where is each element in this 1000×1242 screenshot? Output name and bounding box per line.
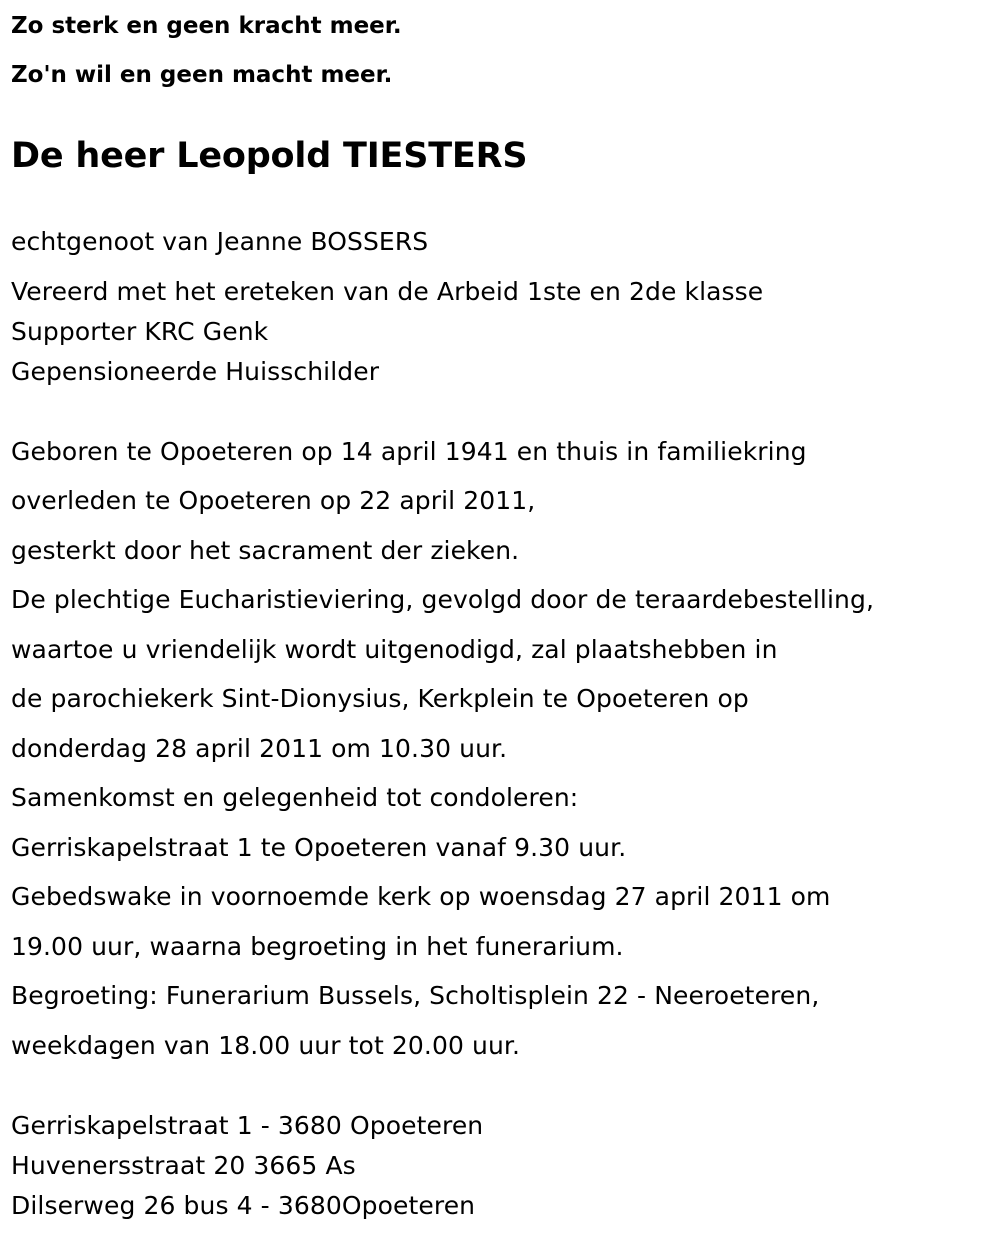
announcement-line: weekdagen van 18.00 uur tot 20.00 uur. <box>11 1031 521 1060</box>
announcement-line: waartoe u vriendelijk wordt uitgenodigd, zal plaatshebben in <box>11 635 778 664</box>
profession-line: Gepensioneerde Huisschilder <box>11 357 380 386</box>
address-line: Huvenersstraat 20 3665 As <box>11 1151 356 1180</box>
announcement-line: Gerriskapelstraat 1 te Opoeteren vanaf 9.30 uur. <box>11 833 627 862</box>
spouse-line: echtgenoot van Jeanne BOSSERS <box>11 227 429 256</box>
motto-line-1: Zo sterk en geen kracht meer. <box>11 13 402 39</box>
honor-line: Vereerd met het ereteken van de Arbeid 1ste en 2de klasse <box>11 277 764 306</box>
announcement-line: 19.00 uur, waarna begroeting in het funerarium. <box>11 932 624 961</box>
announcement-line: Geboren te Opoeteren op 14 april 1941 en thuis in familiekring <box>11 437 807 466</box>
deceased-name-title: De heer Leopold TIESTERS <box>11 136 528 176</box>
announcement-line: gesterkt door het sacrament der zieken. <box>11 536 520 565</box>
announcement-line: Begroeting: Funerarium Bussels, Scholtisplein 22 - Neeroeteren, <box>11 981 820 1010</box>
announcement-line: De plechtige Eucharistieviering, gevolgd door de teraardebestelling, <box>11 585 874 614</box>
address-line: Gerriskapelstraat 1 - 3680 Opoeteren <box>11 1111 484 1140</box>
announcement-line: overleden te Opoeteren op 22 april 2011, <box>11 486 536 515</box>
announcement-line: donderdag 28 april 2011 om 10.30 uur. <box>11 734 508 763</box>
supporter-line: Supporter KRC Genk <box>11 317 269 346</box>
announcement-line: Gebedswake in voornoemde kerk op woensdag 27 april 2011 om <box>11 882 831 911</box>
announcement-line: de parochiekerk Sint-Dionysius, Kerkplein te Opoeteren op <box>11 684 749 713</box>
announcement-line: Samenkomst en gelegenheid tot condoleren: <box>11 783 579 812</box>
address-line: Dilserweg 26 bus 4 - 3680Opoeteren <box>11 1191 476 1220</box>
motto-line-2: Zo'n wil en geen macht meer. <box>11 62 393 88</box>
